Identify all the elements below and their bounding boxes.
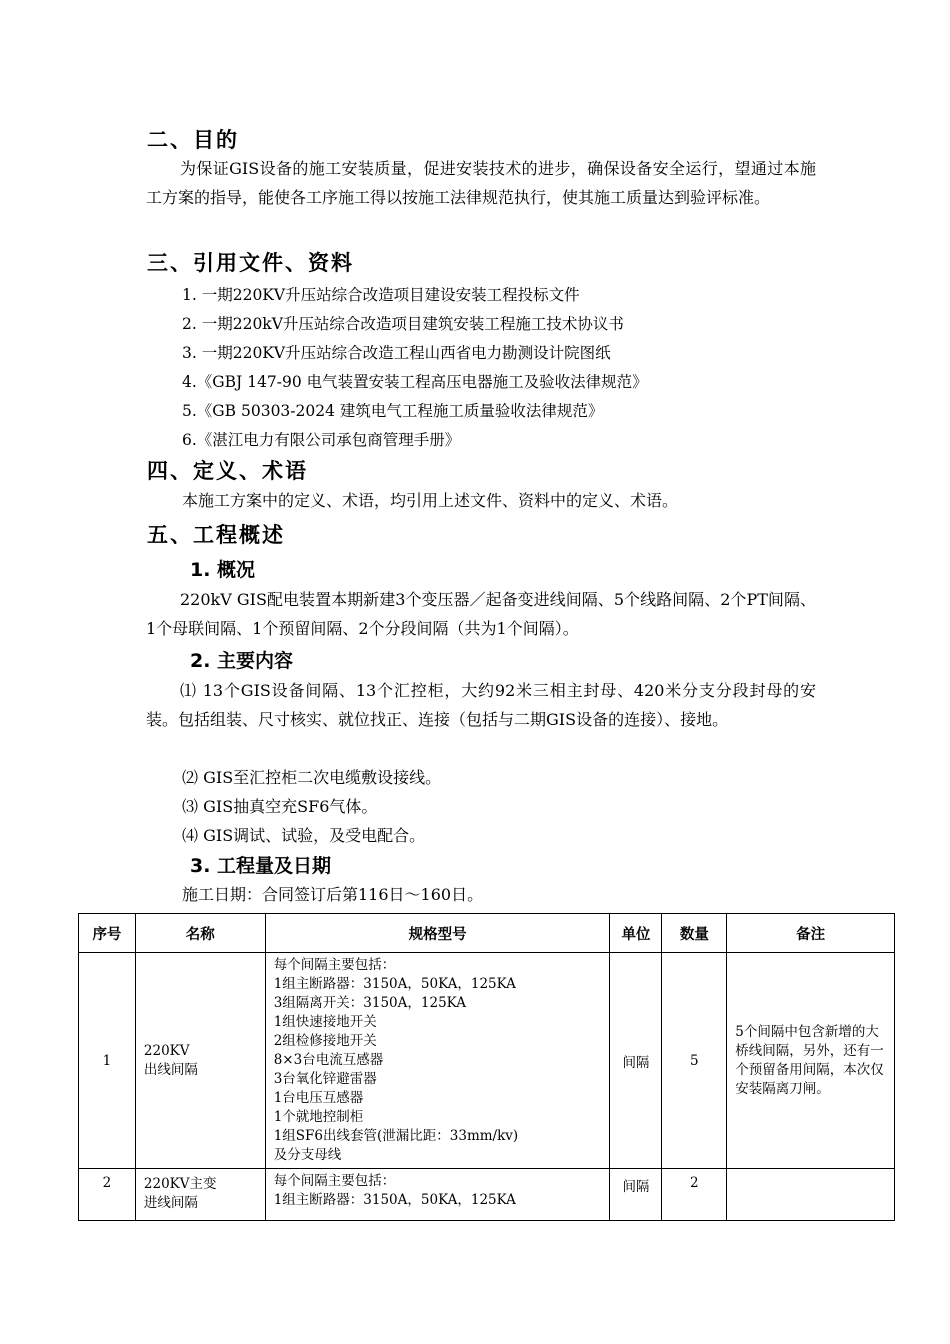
header-unit: 单位	[610, 914, 662, 953]
cell-note: 5个间隔中包含新增的大桥线间隔，另外，还有一个预留备用间隔，本次仅安装隔离刀闸。	[727, 953, 895, 1169]
subsection-2-title: 2. 主要内容	[190, 650, 294, 672]
table-row	[79, 953, 895, 1169]
reference-item: 2. 一期220kV升压站综合改造项目建筑安装工程施工技术协议书	[182, 315, 624, 333]
main-content-item: ⑷ GIS调试、试验，及受电配合。	[182, 826, 426, 845]
main-content-item: ⑵ GIS至汇控柜二次电缆敷设接线。	[182, 768, 442, 787]
cell-spec	[265, 1169, 610, 1221]
section-2-paragraph: 为保证GIS设备的施工安装质量，促进安装技术的进步，确保设备安全运行，望通过本施工方案的指导，能使各工序施工得以按施工法律规范执行，使其施工质量达到验评标准。	[146, 159, 816, 207]
reference-item: 5.《GB 50303-2024 建筑电气工程施工质量验收法律规范》	[182, 402, 604, 420]
cell-unit: 间隔	[610, 953, 662, 1169]
reference-item: 6.《湛江电力有限公司承包商管理手册》	[182, 431, 461, 449]
cell-spec	[265, 953, 610, 1169]
spec-line: 3台氧化锌避雷器	[273, 1071, 377, 1087]
subsection-3-title: 3. 工程量及日期	[190, 855, 332, 877]
quantity-table	[78, 913, 895, 1221]
cell-no: 2	[79, 1169, 136, 1221]
spec-line: 1组主断路器：3150A，50KA，125KA	[273, 976, 516, 992]
cell-qty: 2	[662, 1169, 727, 1221]
subsection-1-title: 1. 概况	[190, 559, 256, 581]
spec-line: 3组隔离开关：3150A，125KA	[273, 995, 466, 1011]
section-4-title: 四、定义、术语	[147, 459, 308, 483]
reference-item: 3. 一期220KV升压站综合改造工程山西省电力勘测设计院图纸	[182, 344, 611, 362]
spec-line: 每个间隔主要包括：	[273, 957, 396, 973]
section-2-title: 二、目的	[147, 128, 239, 152]
subsection-1-text: 220kV GIS配电装置本期新建3个变压器／起备变进线间隔、5个线路间隔、2个PT间隔、1个母联间隔、1个预留间隔、2个分段间隔（共为1个间隔）。	[146, 590, 816, 638]
header-note: 备注	[727, 914, 895, 953]
name-line: 进线间隔	[143, 1195, 198, 1211]
main-content-item: ⑶ GIS抽真空充SF6气体。	[182, 797, 378, 816]
section-3-title: 三、引用文件、资料	[147, 251, 354, 275]
cell-note	[727, 1169, 895, 1221]
cell-unit: 间隔	[610, 1169, 662, 1221]
spec-line: 每个间隔主要包括：	[273, 1173, 396, 1189]
header-qty: 数量	[662, 914, 727, 953]
reference-item: 1. 一期220KV升压站综合改造项目建设安装工程投标文件	[182, 286, 580, 304]
name-line: 出线间隔	[143, 1061, 198, 1078]
table-row	[79, 1169, 895, 1221]
name-line: 220KV	[143, 1042, 190, 1059]
spec-line: 1组主断路器：3150A，50KA，125KA	[273, 1192, 516, 1208]
spec-line: 1组SF6出线套管(泄漏比距：33mm/kv)	[273, 1128, 519, 1144]
spec-line: 1组快速接地开关	[273, 1014, 377, 1030]
spec-line: 及分支母线	[273, 1147, 342, 1163]
section-4-paragraph: 本施工方案中的定义、术语，均引用上述文件、资料中的定义、术语。	[182, 491, 679, 510]
header-no: 序号	[79, 914, 136, 953]
spec-line: 2组检修接地开关	[273, 1033, 377, 1049]
main-content-item: ⑴ 13个GIS设备间隔、13个汇控柜，大约92米三相主封母、420米分支分段封母的安装。包括组装、尺寸核实、就位找正、连接（包括与二期GIS设备的连接）、接地。	[146, 681, 816, 729]
spec-line: 8×3台电流互感器	[273, 1052, 384, 1068]
section-5-title: 五、工程概述	[147, 523, 285, 547]
spec-line: 1台电压互感器	[273, 1090, 364, 1106]
table-header-row	[79, 914, 895, 953]
construction-date: 施工日期：合同签订后第116日～160日。	[182, 885, 484, 904]
name-line: 220KV主变	[143, 1176, 217, 1192]
spec-line: 1个就地控制柜	[273, 1109, 364, 1125]
reference-item: 4.《GBJ 147-90 电气装置安装工程高压电器施工及验收法律规范》	[182, 373, 648, 391]
cell-no: 1	[79, 953, 136, 1169]
cell-name	[135, 1169, 265, 1221]
header-spec: 规格型号	[265, 914, 610, 953]
cell-name	[135, 953, 265, 1169]
cell-qty: 5	[662, 953, 727, 1169]
header-name: 名称	[135, 914, 265, 953]
